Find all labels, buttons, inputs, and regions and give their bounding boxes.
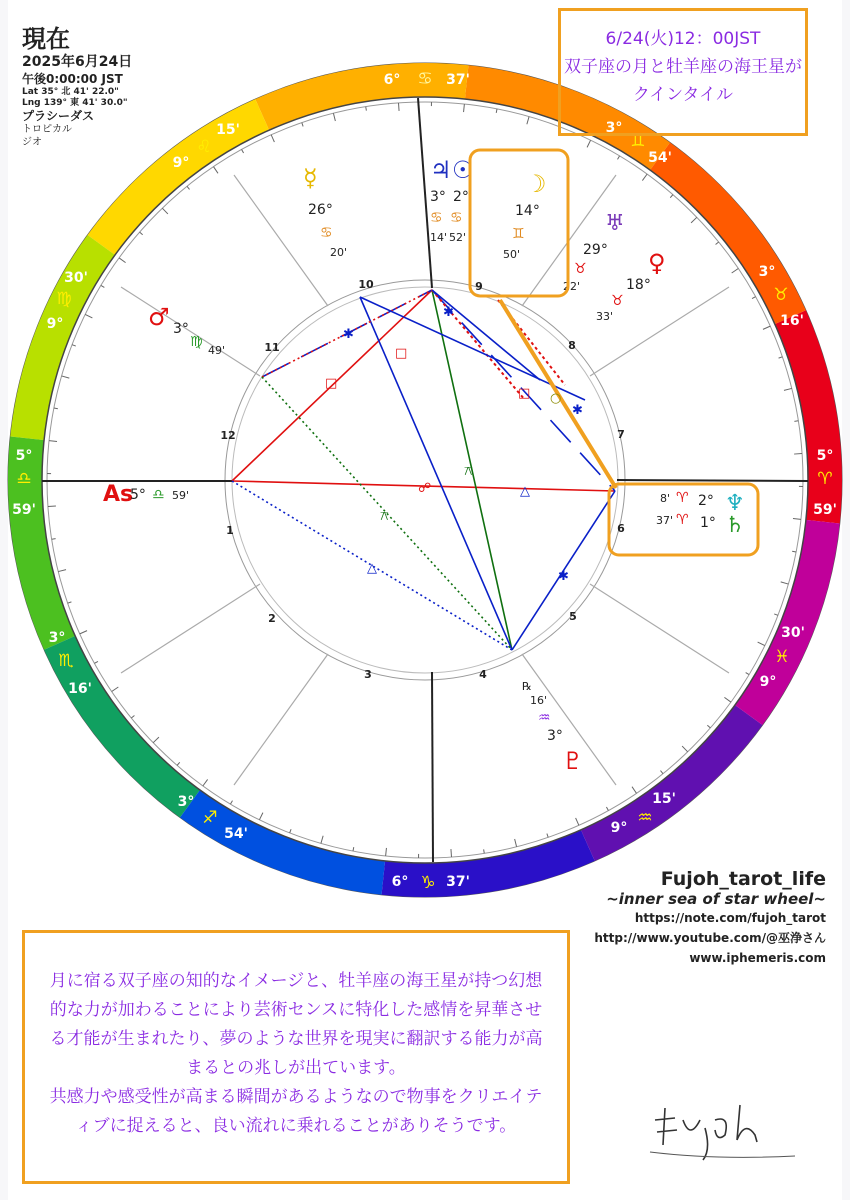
svg-text:♎: ♎ [152,487,165,503]
sextile-symbol: ✱ [558,569,569,584]
ic-degree: 6° [391,874,409,890]
svg-text:♄: ♄ [725,513,745,538]
cusp12-degree: 9° [46,316,64,332]
degree-tick [794,421,798,422]
svg-text:♀: ♀ [648,249,666,277]
svg-text:2°: 2° [698,493,714,509]
svg-text:♋: ♋ [430,210,443,226]
chart-time: 午後0:00:00 JST [22,71,123,86]
cusp11-sign: ♌ [196,137,212,157]
interpretation-paragraph: 月に宿る双子座の知的なイメージと、牡羊座の海王星が持つ幻想的な力が加わることにより芸術センスに特化した感情を昇華させる才能が生まれたり、夢のような世界を現実に翻訳する能力が高まるとの兆しが出ています。 [49,971,543,1078]
degree-tick [484,849,485,853]
svg-text:3°: 3° [430,189,446,205]
house-number: 4 [479,668,487,681]
svg-text:8': 8' [660,492,671,505]
house-number: 10 [358,278,374,291]
latitude: Lat 35° 北 41' 22.0" [22,86,119,97]
quintile-symbol: ○ [550,391,562,406]
mc-minute: 37' [446,72,470,88]
cusp2-degree: 3° [48,630,66,646]
cusp6-degree: 9° [759,674,777,690]
dsc-sign: ♈ [817,469,833,489]
cusp11-minute: 15' [216,122,240,138]
house-number: 9 [475,280,483,293]
svg-text:♃: ♃ [430,156,452,184]
cusp3-sign: ♐ [202,808,218,828]
asc-minute: 59' [12,502,36,518]
svg-text:22': 22' [563,280,581,293]
square-symbol: □ [325,376,338,391]
interpretation-paragraph: 共感力や感受性が高まる瞬間があるようなので物事をクリエイティブに捉えると、良い流れに乗れることがありそうです。 [49,1087,543,1136]
svg-text:♋: ♋ [320,225,333,241]
mc-sign: ♋ [417,69,433,89]
dsc-degree: 5° [816,448,834,464]
svg-text:49': 49' [208,344,226,357]
youtube-link[interactable]: http://www.youtube.com/@巫浄さん [594,931,826,945]
coordinate-type: ジオ [22,136,42,148]
cusp12-sign: ♍ [56,289,72,309]
svg-text:♈: ♈ [676,490,689,506]
ic-minute: 37' [446,874,470,890]
house-number: 11 [264,341,280,354]
svg-text:As: As [103,482,134,507]
svg-text:37': 37' [656,514,674,527]
svg-text:14': 14' [430,231,448,244]
cusp9-sign: ♊ [630,131,646,151]
svg-text:♇: ♇ [562,747,584,775]
svg-text:♈: ♈ [676,512,689,528]
cusp6-minute: 30' [781,625,805,641]
cusp9-minute: 54' [648,150,672,166]
house-number: 2 [268,612,276,625]
quincunx-symbol: ⚻ [464,464,473,479]
ic-sign: ♑ [420,873,436,893]
signature-image [645,1090,805,1170]
degree-tick [794,454,802,455]
svg-text:♂: ♂ [148,303,170,331]
cusp9-degree: 3° [605,120,623,136]
svg-text:59': 59' [172,489,190,502]
cusp8-minute: 16' [780,313,804,329]
mc-degree: 6° [383,72,401,88]
svg-text:5°: 5° [130,487,146,503]
svg-text:1°: 1° [700,515,716,531]
svg-text:2°: 2° [453,189,469,205]
retrograde-marker: ℞ [522,680,532,693]
cusp3-degree: 3° [177,794,195,810]
svg-text:♉: ♉ [611,293,624,309]
opposition-symbol: ☍ [418,481,432,496]
svg-text:♋: ♋ [450,210,463,226]
author-name: Fujoh_tarot_life [660,868,826,890]
dsc-minute: 59' [813,502,837,518]
house-number: 6 [617,522,625,535]
svg-text:16': 16' [530,694,548,707]
svg-text:3°: 3° [173,321,189,337]
cusp5-degree: 9° [610,820,628,836]
svg-text:♊: ♊ [512,226,525,242]
house-number: 3 [364,668,372,681]
sextile-symbol: ✱ [572,403,583,418]
chart-title: 現在 [22,25,70,53]
svg-text:☿: ☿ [303,164,318,192]
svg-text:☉: ☉ [452,156,474,184]
svg-text:52': 52' [449,231,467,244]
cusp8-degree: 3° [758,264,776,280]
degree-tick [366,107,367,111]
sextile-symbol: ✱ [343,327,354,342]
house-number: 1 [226,524,234,537]
credit-block [594,868,826,968]
svg-text:♒: ♒ [538,710,551,726]
quincunx-symbol: ⚻ [380,509,389,524]
cusp12-minute: 30' [64,270,88,286]
svg-text:14°: 14° [515,203,540,219]
aspect-note-box [558,8,808,136]
house-number: 5 [569,610,577,623]
aspect-note-type: クインタイル [632,85,734,105]
aspect-note-date: 6/24(火)12：00JST [605,29,761,49]
svg-text:☽: ☽ [525,170,547,198]
asc-degree: 5° [15,448,33,464]
cusp3-minute: 54' [224,826,248,842]
cusp2-sign: ♏ [58,651,74,671]
square-symbol: □ [518,386,531,401]
trine-symbol: △ [520,484,530,499]
interpretation-box [22,930,570,1184]
degree-tick [48,506,56,507]
chart-date: 2025年6月24日 [22,54,133,70]
house-number: 8 [568,339,576,352]
svg-text:♍: ♍ [190,334,203,350]
svg-text:3°: 3° [547,728,563,744]
svg-text:♅: ♅ [605,211,625,236]
longitude: Lng 139° 東 41' 30.0" [22,97,128,108]
house-system: プラシーダス [22,109,95,123]
cusp8-sign: ♉ [773,285,789,305]
cusp2-minute: 16' [68,681,92,697]
aspect-note-line: 双子座の月と牡羊座の海王星が [564,57,802,77]
trine-symbol: △ [367,561,377,576]
sextile-symbol: ✱ [443,305,454,320]
svg-text:29°: 29° [583,242,608,258]
asc-sign: ♎ [16,469,32,489]
degree-tick [399,103,400,111]
cusp6-sign: ♓ [774,647,790,667]
cusp11-degree: 9° [172,155,190,171]
cusp5-sign: ♒ [637,808,653,828]
iphemeris-link[interactable]: www.iphemeris.com [689,951,826,965]
cusp5-minute: 15' [652,791,676,807]
zodiac-type: トロピカル [22,124,72,135]
note-link[interactable]: https://note.com/fujoh_tarot [634,911,826,925]
house-number: 12 [220,429,236,442]
degree-tick [52,539,56,540]
author-tagline: ~inner sea of star wheel~ [606,890,826,908]
svg-text:50': 50' [503,248,521,261]
svg-text:20': 20' [330,246,348,259]
svg-text:♆: ♆ [725,491,745,516]
svg-text:18°: 18° [626,277,651,293]
degree-tick [451,849,452,857]
svg-text:♉: ♉ [574,261,587,277]
house-number: 7 [617,428,625,441]
square-symbol: □ [395,346,408,361]
svg-text:26°: 26° [308,202,333,218]
svg-text:33': 33' [596,310,614,323]
